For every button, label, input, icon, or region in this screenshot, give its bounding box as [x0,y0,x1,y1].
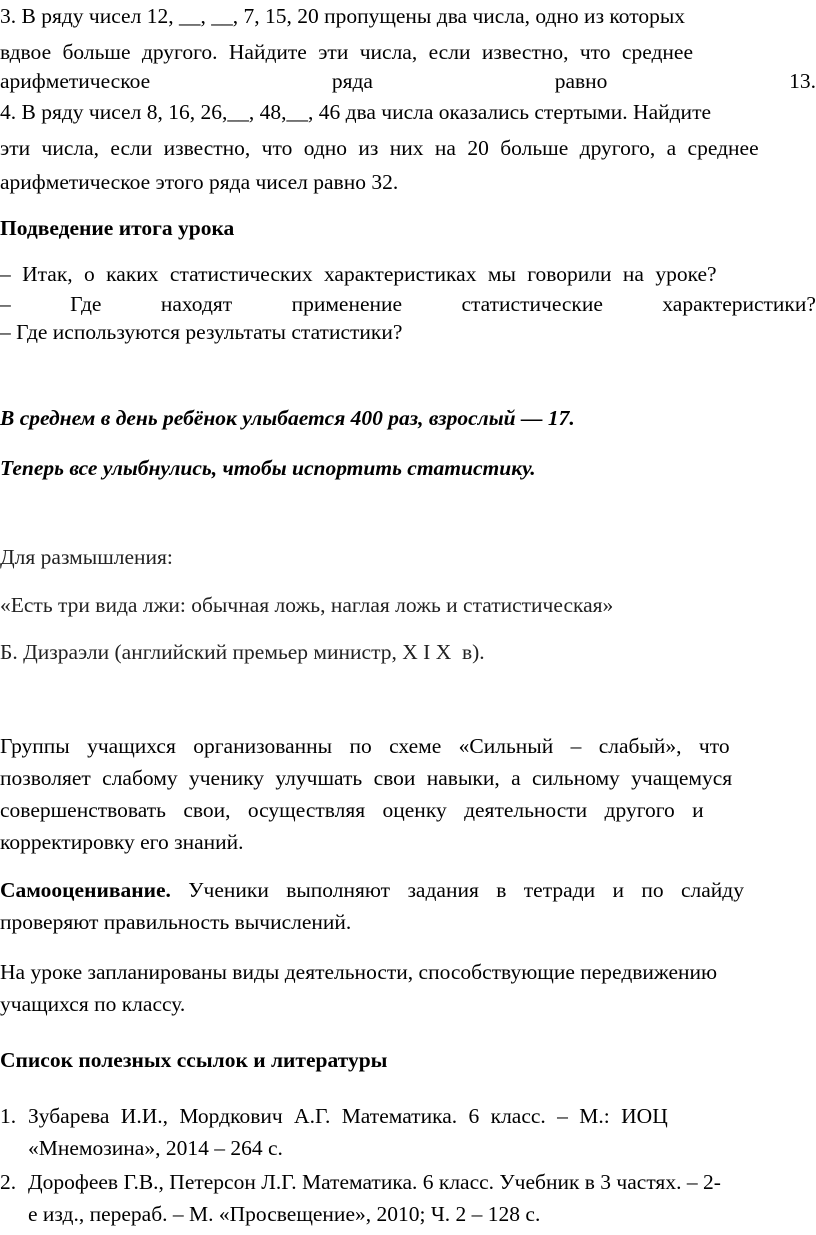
problem-3-line-3 [0,69,816,94]
self-assessment-text: Ученики выполняют задания в тетради и по слайду [170,878,744,902]
self-assessment-line-2: проверяют правильность вычислений. [0,910,352,934]
problem-4-line-1: 4. В ряду чисел 8, 16, 26,__, 48,__, 46 два числа оказались стертыми. Найдите [0,100,712,124]
summary-question-2 [0,292,816,317]
groups-line-4: корректировку его знаний. [0,830,244,854]
problem-3-line-2: вдвое больше другого. Найдите эти числа, если известно, что среднее [0,40,694,64]
reference-number: 1. [0,1104,17,1128]
joke-line-1: В среднем в день ребёнок улыбается 400 раз, взрослый — 17. [0,406,575,430]
problem-3-line-1: 3. В ряду чисел 12, __, __, 7, 15, 20 пропущены два числа, одно из которых [0,4,686,28]
word: арифметическое [0,69,151,93]
word: ряда [331,69,373,93]
groups-line-3: совершенствовать свои, осуществляя оценку деятельности другого и [0,798,704,822]
problem-4-line-3: арифметическое этого ряда чисел равно 32. [0,170,399,194]
groups-line-2: позволяет слабому ученику улучшать свои навыки, а сильному учащемуся [0,766,733,790]
summary-heading: Подведение итога урока [0,216,235,240]
word: равно [554,69,608,93]
summary-question-3: – Где используются результаты статистики? [0,320,403,344]
reflection-label: Для размышления: [0,545,173,569]
self-assessment-label: Самооценивание. [0,878,171,902]
word: характеристики? [662,292,816,316]
word: применение [291,292,403,316]
word: 13. [789,69,816,93]
problem-4-line-2: эти числа, если известно, что одно из них на 20 больше другого, а среднее [0,136,759,160]
reference-text-line-2: «Мнемозина», 2014 – 264 с. [28,1136,283,1160]
groups-line-1: Группы учащихся организованны по схеме «Сильный – слабый», что [0,734,730,758]
self-assessment-line-1 [0,878,816,903]
activity-line-1: На уроке запланированы виды деятельности, способствующие передвижению [0,960,718,984]
activity-line-2: учащихся по классу. [0,992,186,1016]
word: Где [70,292,102,316]
summary-question-1: – Итак, о каких статистических характеристиках мы говорили на уроке? [0,262,717,286]
reference-number: 2. [0,1170,17,1194]
reference-text-line-2: е изд., перераб. – М. «Просвещение», 2010; Ч. 2 – 128 с. [28,1202,541,1226]
word: находят [160,292,233,316]
references-heading: Список полезных ссылок и литературы [0,1048,388,1072]
reference-text-line-1: Зубарева И.И., Мордкович А.Г. Математика. 6 класс. – М.: ИОЦ [28,1104,668,1128]
joke-line-2: Теперь все улыбнулись, чтобы испортить статистику. [0,456,536,480]
word: статистические [461,292,603,316]
reference-text-line-1: Дорофеев Г.В., Петерсон Л.Г. Математика. 6 класс. Учебник в 3 частях. – 2- [28,1170,721,1194]
reflection-quote: «Есть три вида лжи: обычная ложь, наглая ложь и статистическая» [0,593,614,617]
reflection-author: Б. Дизраэли (английский премьер министр, X I X в). [0,640,485,664]
word: – [0,292,11,316]
